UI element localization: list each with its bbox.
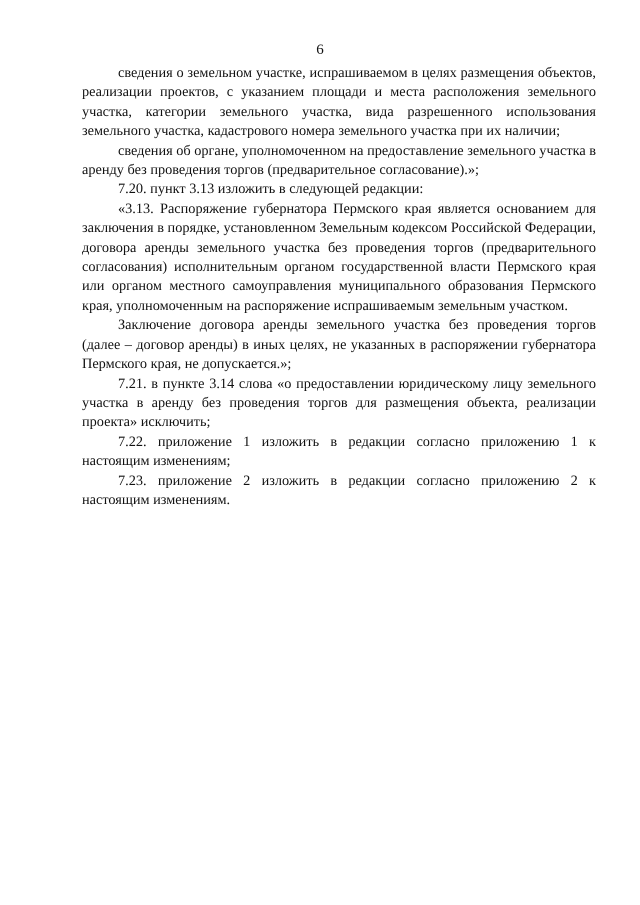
paragraph-clause-3-13: «3.13. Распоряжение губернатора Пермского края является основанием для заключения в порядке, установленном Земельным кодексом Российской Федерации, договора аренды земельного участка без проведения торгов (предварительного согласования) исполнительным органом государственной власти Пермского края или органом местного самоуправления муниципального образования Пермского края, уполномоченным на распоряжение испрашиваемым земельным участком. xyxy=(82,200,596,314)
paragraph-lease-agreement-restriction: Заключение договора аренды земельного участка без проведения торгов (далее – договор аренды) в иных целях, не указанных в распоряжении губернатора Пермского края, не допускается.»; xyxy=(82,317,596,373)
paragraph-item-7-23: 7.23. приложение 2 изложить в редакции согласно приложению 2 к настоящим изменениям. xyxy=(82,472,596,508)
paragraph-item-7-22: 7.22. приложение 1 изложить в редакции согласно приложению 1 к настоящим изменениям; xyxy=(82,433,596,470)
paragraph-item-7-20: 7.20. пункт 3.13 изложить в следующей редакции: xyxy=(118,181,424,198)
page-number: 6 xyxy=(316,42,324,58)
document-body xyxy=(82,64,596,510)
paragraph-authorized-body-info: сведения об органе, уполномоченном на предоставление земельного участка в аренду без проведения торгов (предварительное согласование).»; xyxy=(82,142,596,179)
paragraph-land-plot-info: сведения о земельном участке, испрашиваемом в целях размещения объектов, реализации проектов, с указанием площади и места расположения земельного участка, категории земельного участка, вида разрешенного использования земельного участка, кадастрового номера земельного участка при их наличии; xyxy=(82,65,596,140)
paragraph-item-7-21: 7.21. в пункте 3.14 слова «о предоставлении юридическому лицу земельного участка в аренду без проведения торгов для размещения объекта, реализации проекта» исключить; xyxy=(82,375,596,431)
